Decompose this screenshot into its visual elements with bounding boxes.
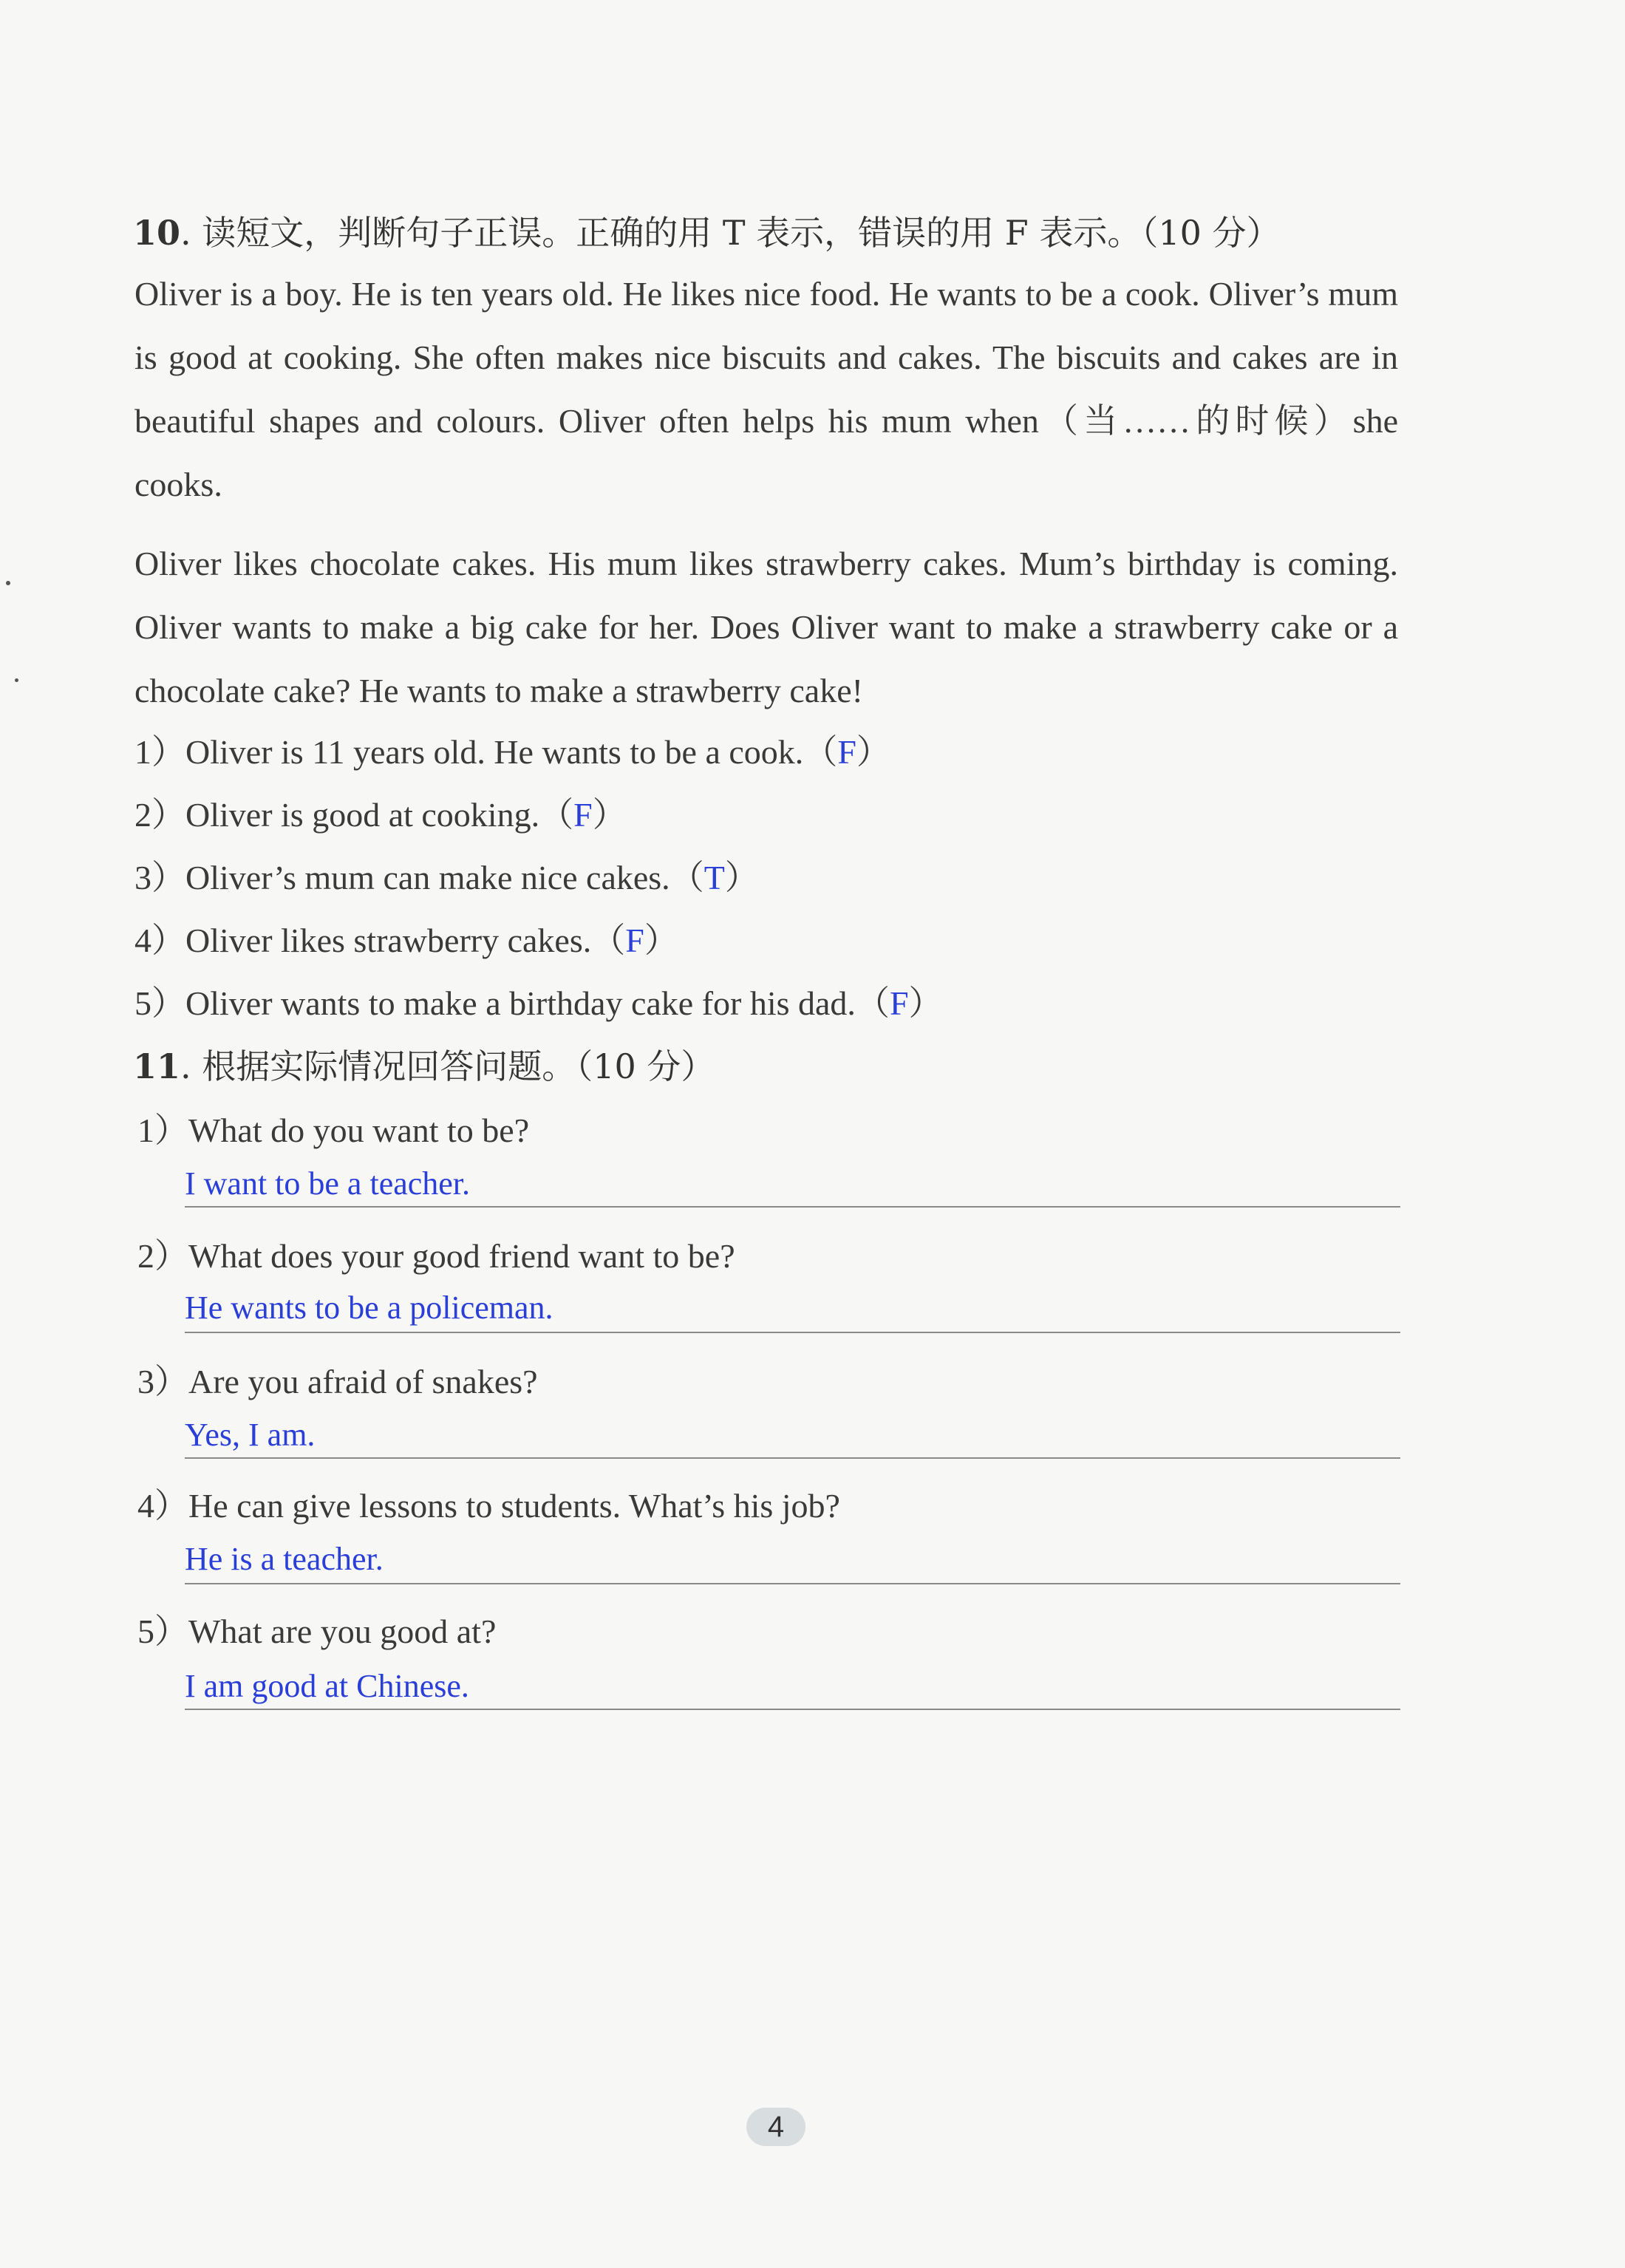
page-number: 4 — [746, 2108, 805, 2146]
answer-bracket[interactable]: （F） — [591, 922, 678, 959]
qa-question: 5）What are you good at? — [137, 1613, 497, 1650]
scan-speck — [15, 678, 18, 682]
q10-passage-paragraph-2 — [134, 532, 1398, 723]
tf-answer: T — [704, 859, 725, 896]
answer-line — [185, 1709, 1400, 1710]
answer-line — [185, 1457, 1400, 1459]
tf-item-label: 1）Oliver is 11 years old. He wants to be a cook. — [134, 733, 804, 771]
qa-answer[interactable]: I am good at Chinese. — [185, 1668, 469, 1704]
q11-heading — [133, 1044, 715, 1089]
tf-answer: F — [573, 796, 593, 834]
q10-number: 10 — [133, 213, 181, 253]
qa-answer[interactable]: I want to be a teacher. — [185, 1165, 471, 1202]
q10-instruction: . 读短文，判断句子正误。正确的用 T 表示，错误的用 F 表示。（10 分） — [180, 213, 1281, 253]
passage-paragraph-1-text: Oliver is a boy. He is ten years old. He likes nice food. He wants to be a cook. Oliver’s mum is good at cooking. She often makes nice biscuits and cakes. The biscuits and cakes are in beautiful shapes and colours. Oliver often helps his mum when（当……的时候）she cooks. — [134, 275, 1398, 503]
tf-answer: F — [837, 733, 856, 771]
q10-passage-paragraph-1 — [134, 262, 1398, 517]
qa-question: 3）Are you afraid of snakes? — [137, 1363, 538, 1400]
answer-bracket[interactable]: （F） — [855, 984, 943, 1022]
answer-bracket[interactable]: （T） — [670, 859, 759, 896]
tf-item — [134, 919, 678, 963]
scan-speck — [6, 581, 10, 585]
answer-line — [185, 1206, 1400, 1208]
answer-bracket[interactable]: （F） — [803, 733, 890, 771]
q11-number: 11 — [133, 1046, 181, 1086]
answer-line — [185, 1332, 1400, 1333]
tf-item — [134, 856, 759, 900]
qa-answer[interactable]: Yes, I am. — [185, 1417, 316, 1453]
tf-answer: F — [889, 984, 909, 1022]
tf-item-label: 5）Oliver wants to make a birthday cake for his dad. — [134, 984, 856, 1022]
qa-question: 1）What do you want to be? — [137, 1111, 530, 1149]
q11-instruction: . 根据实际情况回答问题。（10 分） — [180, 1046, 715, 1086]
tf-item-label: 3）Oliver’s mum can make nice cakes. — [134, 859, 670, 896]
qa-answer[interactable]: He wants to be a policeman. — [185, 1290, 553, 1326]
tf-item — [134, 981, 943, 1026]
tf-answer: F — [625, 922, 644, 959]
answer-line — [185, 1583, 1400, 1584]
answer-bracket[interactable]: （F） — [539, 796, 627, 834]
qa-answer[interactable]: He is a teacher. — [185, 1541, 384, 1577]
tf-item-label: 2）Oliver is good at cooking. — [134, 796, 540, 834]
qa-question: 2）What does your good friend want to be? — [137, 1237, 735, 1275]
q10-heading — [133, 211, 1281, 255]
tf-item — [134, 793, 627, 837]
qa-question: 4）He can give lessons to students. What’s his job? — [137, 1487, 840, 1525]
passage-paragraph-2-text: Oliver likes chocolate cakes. His mum likes strawberry cakes. Mum’s birthday is coming. Oliver wants to make a big cake for her. Does Oliver want to make a strawberry cake or a chocolate cake? He wants to make a strawberry cake! — [134, 545, 1398, 709]
tf-item-label: 4）Oliver likes strawberry cakes. — [134, 922, 592, 959]
tf-item — [134, 730, 890, 774]
